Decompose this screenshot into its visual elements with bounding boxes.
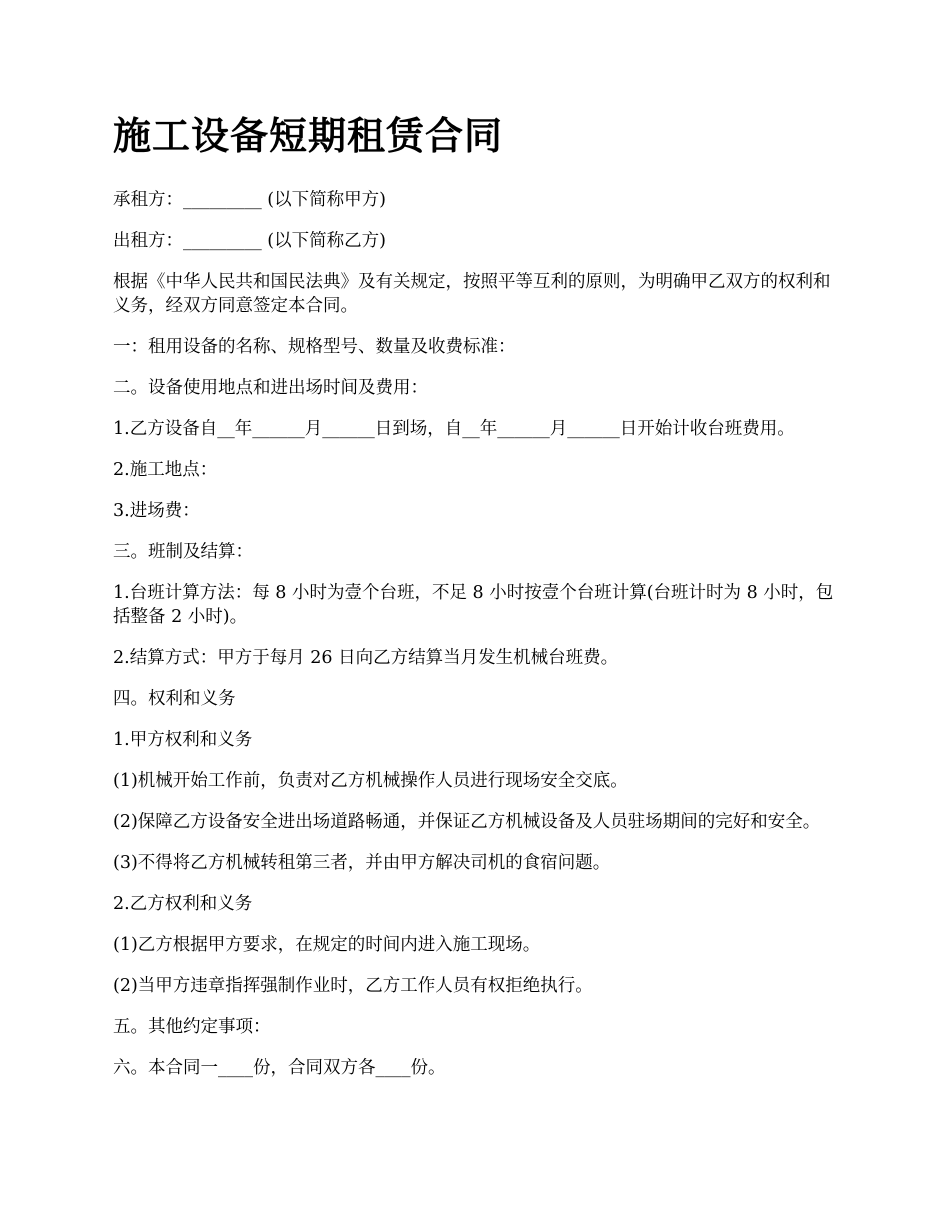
section-3-heading: 三。班制及结算： <box>113 542 253 562</box>
clause-4-1: 1.甲方权利和义务 <box>113 730 253 750</box>
clause-3-2: 2.结算方式：甲方于每月 26 日向乙方结算当月发生机械台班费。 <box>113 648 619 668</box>
clause-4-2-1: (1)乙方根据甲方要求，在规定的时间内进入施工现场。 <box>113 935 541 955</box>
clause-2-3: 3.进场费： <box>113 501 200 521</box>
clause-2-2: 2.施工地点： <box>113 460 218 480</box>
clause-4-1-2: (2)保障乙方设备安全进出场道路畅通，并保证乙方机械设备及人员驻场期间的完好和安全。 <box>113 812 821 832</box>
lessor-line: 出租方：_________ (以下简称乙方) <box>113 231 386 251</box>
clause-3-1: 1.台班计算方法：每 8 小时为壹个台班，不足 8 小时按壹个台班计算(台班计时为 8 小时，包括整备 2 小时)。 <box>113 583 834 627</box>
document-title: 施工设备短期租赁合同 <box>113 113 504 158</box>
clause-4-2-2: (2)当甲方违章指挥强制作业时，乙方工作人员有权拒绝执行。 <box>113 976 593 996</box>
section-2-heading: 二。设备使用地点和进出场时间及费用： <box>113 378 428 398</box>
section-5-heading: 五。其他约定事项： <box>113 1017 271 1037</box>
section-6-heading: 六。本合同一____份，合同双方各____份。 <box>113 1058 446 1078</box>
document-page <box>113 110 843 1097</box>
clause-4-2: 2.乙方权利和义务 <box>113 894 253 914</box>
preamble-paragraph: 根据《中华人民共和国民法典》及有关规定，按照平等互利的原则，为明确甲乙双方的权利和义务，经双方同意签定本合同。 <box>113 272 831 316</box>
clause-2-1: 1.乙方设备自__年______月______日到场，自__年______月______日开始计收台班费用。 <box>113 419 795 439</box>
clause-4-1-3: (3)不得将乙方机械转租第三者，并由甲方解决司机的食宿问题。 <box>113 853 611 873</box>
section-4-heading: 四。权利和义务 <box>113 689 236 709</box>
clause-4-1-1: (1)机械开始工作前，负责对乙方机械操作人员进行现场安全交底。 <box>113 771 628 791</box>
section-1-heading: 一：租用设备的名称、规格型号、数量及收费标准： <box>113 337 516 357</box>
lessee-line: 承租方：_________ (以下简称甲方) <box>113 190 386 210</box>
